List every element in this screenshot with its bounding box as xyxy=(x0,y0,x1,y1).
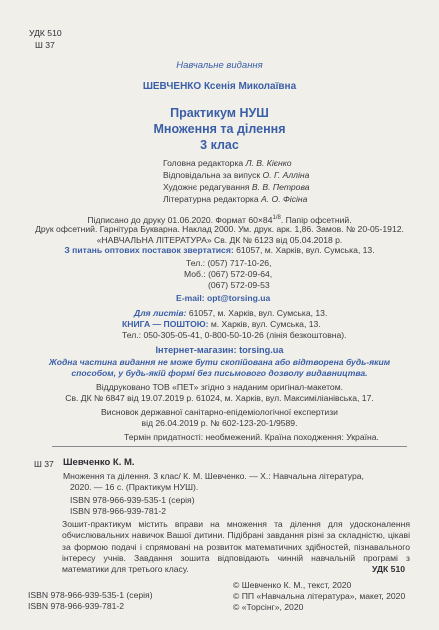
catalog-isbn: ISBN 978-966-939-781-2 xyxy=(70,506,167,516)
print-info-3: «НАВЧАЛЬНА ЛІТЕРАТУРА» Св. ДК № 6123 від 05.04.2018 р. xyxy=(96,235,343,245)
letters-line: Для листів: 61057, м. Харків, вул. Сумська, 13. xyxy=(134,308,328,318)
sanitary-2: від 26.04.2019 р. № 602-123-20-1/9589. xyxy=(141,418,298,428)
credit-art: Художнє редагування В. В. Петрова xyxy=(163,182,310,192)
catalog-desc-2: 2020. — 16 с. (Практикум НУШ). xyxy=(70,482,199,492)
mobile-line-1: Моб.: (067) 572-09-64, xyxy=(184,269,273,279)
catalog-isbn-series: ISBN 978-966-939-535-1 (серія) xyxy=(70,495,195,505)
email-line: E-mail: opt@torsing.ua xyxy=(176,293,271,303)
copyright-notice-1: Жодна частина видання не може бути скопійована або відтворена будь-яким xyxy=(48,357,391,367)
shelf-life: Термін придатності: необмежений. Країна походження: Україна. xyxy=(124,432,379,442)
mail-phone-line: Тел.: 050-305-05-41, 0-800-50-10-26 (лінія безкоштовна). xyxy=(122,330,347,340)
author-name: ШЕВЧЕНКО Ксенія Миколаївна xyxy=(142,81,297,92)
udk-bottom: УДК 510 xyxy=(372,564,406,574)
isbn-bottom-series: ISBN 978-966-939-535-1 (серія) xyxy=(28,590,153,600)
wholesale-line: З питань оптових поставок звертатися: 61057, м. Харків, вул. Сумська, 13. xyxy=(64,245,375,255)
copyright-notice-2: способом, у будь-якій формі без письмового дозволу видавництва. xyxy=(71,368,368,378)
series-label: Навчальне видання xyxy=(176,60,263,71)
printed-by-2: Св. ДК № 6847 від 19.07.2019 р. 61024, м. Харків, вул. Максиміліанівська, 17. xyxy=(65,393,374,403)
sanitary-1: Висновок державної санітарно-епідеміологічної експертизи xyxy=(101,407,338,417)
printed-by-1: Віддруковано ТОВ «ПЕТ» згідно з наданим оригінал-макетом. xyxy=(96,382,343,392)
phone-line: Тел.: (057) 717-10-26, xyxy=(186,258,272,268)
grade-label: 3 клас xyxy=(200,138,239,152)
copyright-text: © Шевченко К. М., текст, 2020 xyxy=(233,580,352,590)
catalog-desc-1: Множення та ділення. 3 клас/ К. М. Шевченко. — Х.: Навчальна література, xyxy=(63,471,364,481)
catalog-author: Шевченко К. М. xyxy=(63,457,135,468)
credit-literary: Літературна редакторка А. О. Фісіна xyxy=(163,194,308,204)
print-info-1: Підписано до друку 01.06.2020. Формат $60\times 84^{1/8}$. Папір офсетний. xyxy=(87,214,352,225)
mobile-line-2: (067) 572-09-53 xyxy=(208,280,270,290)
print-info-2: Друк офсетний. Гарнітура Букварна. Наклад 2000. Ум. друк. арк. 1,86. Замов. № 20-05-1912. xyxy=(35,224,404,234)
classification-code: Ш 37 xyxy=(35,40,55,50)
copyright-layout: © ПП «Навчальна література», макет, 2020 xyxy=(233,591,406,601)
credit-editor: Головна редакторка Л. В. Кієнко xyxy=(163,158,292,168)
credit-release: Відповідальна за випуск О. Г. Алліна xyxy=(163,170,310,180)
book-title-series: Практикум НУШ xyxy=(170,106,269,120)
copyright-torsing: © «Торсінг», 2020 xyxy=(233,602,304,612)
isbn-bottom: ISBN 978-966-939-781-2 xyxy=(28,601,125,611)
book-title: Множення та ділення xyxy=(153,122,286,136)
abstract-text: Зошит-практикум містить вправи на множення та ділення для удосконалення обчислювальних навичок Вашої дитини. Підібрані завдання різні за складністю, цікаві за формою подачі і спрямовані на розвиток математичних здібностей, пізнавального інтересу учнів. Завдання зошита відповідають чинній навчальній програмі з математики для третього класу. xyxy=(62,519,410,575)
online-shop: Інтернет-магазин: torsing.ua xyxy=(155,345,284,355)
udk-code: УДК 510 xyxy=(29,28,62,38)
divider-rule xyxy=(52,446,407,447)
mail-order-line: КНИГА — ПОШТОЮ: м. Харків, вул. Сумська, 13. xyxy=(122,319,321,329)
catalog-code: Ш 37 xyxy=(34,459,54,469)
